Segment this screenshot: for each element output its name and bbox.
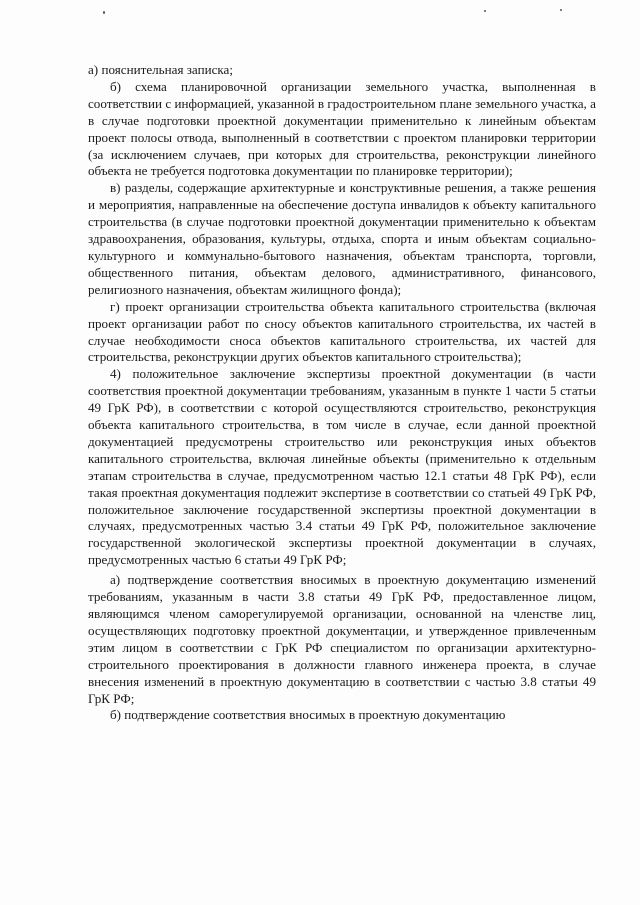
list-item-v: в) разделы, содержащие архитектурные и конструктивные решения, а также решения и мероприятия, направленные на обеспечение доступа инвалидов к объекту капитального строительства (в случае подготовки проектной документации применительно к объектам здравоохранения, образования, культуры, отдыха, спорта и иным объектам социально-культурного и коммунально-бытового назначения, объектам транспорта, торговли, общественного питания, объектам делового, административного, финансового, религиозного назначения, объектам жилищного фонда); [88, 180, 596, 297]
sub-item-a: а) подтверждение соответствия вносимых в проектную документацию изменений требованиям, указанным в части 3.8 статьи 49 ГрК РФ, предоставленное лицом, являющимся членом саморегулируемой организации, основанной на членстве лиц, осуществляющих подготовку проектной документации, и утвержденное привлеченным этим лицом в соответствии с ГрК РФ специалистом по организации архитектурно-строительного проектирования в должности главного инженера проекта, в случае внесения изменений в проектную документацию в соответствии с частью 3.8 статьи 49 ГрК РФ; [88, 572, 596, 706]
scan-speck [484, 10, 486, 12]
scan-speck [560, 9, 562, 11]
list-item-g: г) проект организации строительства объекта капитального строительства (включая проект организации работ по сносу объектов капитального строительства, их частей в случае необходимости сноса объектов капитального строительства, их частей для строительства, реконструкции других объектов капитального строительства); [88, 298, 596, 365]
list-item-a: а) пояснительная записка; [88, 62, 234, 77]
document-body [88, 62, 596, 724]
list-item-4: 4) положительное заключение экспертизы проектной документации (в части соответствия проектной документации требованиям, указанным в пункте 1 части 5 статьи 49 ГрК РФ), в соответствии с которой осуществляются строительство, реконструкция объекта капитального строительства, в том числе в случае, если данной проектной документацией предусмотрены строительство или реконструкция иных объектов капитального строительства, включая линейные объекты (применительно к отдельным этапам строительства в случае, предусмотренном частью 12.1 статьи 48 ГрК РФ), если такая проектная документация подлежит экспертизе в соответствии со статьей 49 ГрК РФ, положительное заключение государственной экспертизы проектной документации в случаях, предусмотренных частью 3.4 статьи 49 ГрК РФ, положительное заключение государственной экологической экспертизы проектной документации в случаях, предусмотренных частью 6 статьи 49 ГрК РФ; [88, 366, 596, 568]
list-item-b: б) схема планировочной организации земельного участка, выполненная в соответствии с информацией, указанной в градостроительном плане земельного участка, а в случае подготовки проектной документации применительно к линейным объектам проект полосы отвода, выполненный в соответствии с проектом планировки территории (за исключением случаев, при которых для строительства, реконструкции линейного объекта не требуется подготовка документации по планировке территории); [88, 78, 596, 179]
sub-item-b: б) подтверждение соответствия вносимых в проектную документацию [110, 707, 506, 723]
scan-speck [103, 11, 105, 14]
